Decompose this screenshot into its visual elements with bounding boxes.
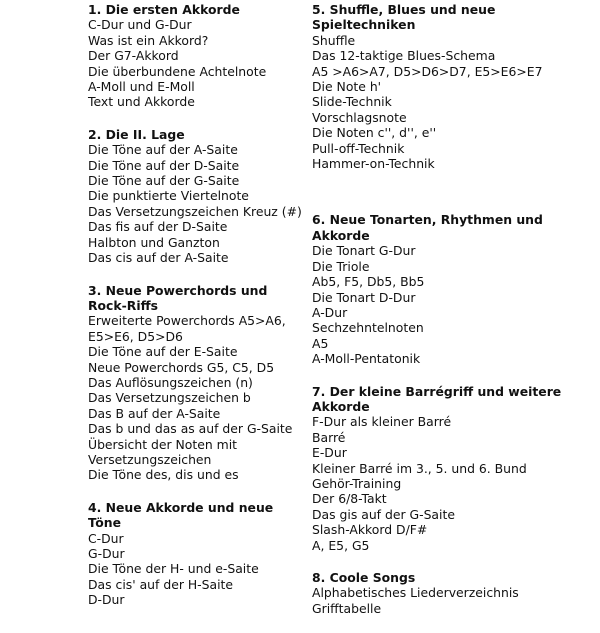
section-heading: 1. Die ersten Akkorde [88, 2, 240, 17]
toc-entry: Das 12-taktige Blues-Schema [312, 48, 496, 64]
toc-entry: Neue Powerchords G5, C5, D5 [88, 359, 275, 375]
toc-entry: Ab5, F5, Db5, Bb5 [312, 274, 425, 290]
toc-entry: Barré [312, 429, 346, 445]
toc-entry: A5 [312, 335, 329, 351]
toc-entry: Die Note h' [312, 79, 382, 95]
toc-entry: Shuffle [312, 32, 356, 48]
toc-left-column [88, 2, 302, 625]
toc-entry: Gehör-Training [312, 475, 402, 491]
toc-entry: Der 6/8-Takt [312, 491, 387, 507]
toc-right-column [312, 2, 598, 633]
toc-entry: Sechzehntelnoten [312, 320, 424, 336]
toc-entry: Die Töne auf der G-Saite [88, 173, 240, 189]
toc-entry: Die Noten c'', d'', e'' [312, 125, 437, 141]
toc-entry: Das B auf der A-Saite [88, 405, 221, 421]
section-item-list [88, 17, 298, 109]
toc-entry: Die Töne auf der E-Saite [88, 344, 238, 360]
toc-entry: F-Dur als kleiner Barré [312, 414, 452, 430]
section-heading: 8. Coole Songs [312, 570, 416, 585]
toc-section [88, 500, 298, 608]
section-heading: 2. Die II. Lage [88, 126, 185, 142]
toc-entry: Slash-Akkord D/F# [312, 522, 428, 538]
toc-entry: Slide-Technik [312, 94, 392, 110]
section-heading: 5. Shuffle, Blues und neue Spieltechniken [312, 2, 496, 33]
toc-entry: E5>E6, D5>D6 [88, 328, 183, 344]
section-item-list [312, 33, 598, 172]
section-item-list [312, 414, 598, 553]
toc-entry: D-Dur [88, 592, 125, 608]
toc-entry: G-Dur [88, 546, 125, 561]
toc-section [312, 384, 598, 553]
toc-section [88, 126, 302, 266]
toc-entry: Das cis auf der A-Saite [88, 250, 229, 266]
toc-entry: C-Dur [88, 530, 124, 546]
toc-section [88, 283, 298, 483]
toc-entry: Die Töne des, dis und es [88, 467, 239, 483]
toc-entry: C-Dur und G-Dur [88, 17, 192, 33]
toc-entry: Übersicht der Noten mit [88, 436, 238, 452]
toc-entry: Was ist ein Akkord? [88, 32, 209, 48]
toc-entry: Die überbundene Achtelnote [88, 63, 267, 79]
section-item-list [88, 142, 302, 266]
toc-entry: Die Tonart D-Dur [312, 289, 416, 305]
toc-entry: Erweiterte Powerchords A5>A6, [88, 313, 286, 329]
toc-entry: Das b und das as auf der G-Saite [88, 421, 293, 437]
toc-entry: A5 >A6>A7, D5>D6>D7, E5>E6>E7 [312, 63, 543, 79]
toc-entry: Das Versetzungszeichen Kreuz (#) [88, 203, 302, 219]
toc-section [312, 2, 598, 171]
toc-entry: Halbton und Ganzton [88, 234, 220, 250]
toc-entry: Pull-off-Technik [312, 140, 405, 156]
toc-entry: E-Dur [312, 445, 347, 461]
toc-entry: Der G7-Akkord [88, 48, 179, 64]
toc-entry: Text und Akkorde [88, 94, 195, 110]
toc-entry: Das Versetzungszeichen b [88, 390, 251, 406]
toc-section [312, 570, 598, 616]
section-item-list [312, 585, 598, 616]
toc-entry: Die Töne der H- und e-Saite [88, 561, 259, 577]
section-heading: 3. Neue Powerchords und Rock-Riffs [88, 282, 268, 313]
section-heading: 4. Neue Akkorde und neue Töne [88, 499, 274, 531]
section-item-list [312, 243, 598, 366]
section-heading: 6. Neue Tonarten, Rhythmen und Akkorde [312, 212, 543, 243]
toc-entry: Die Töne auf der A-Saite [88, 142, 238, 158]
toc-entry: A-Moll und E-Moll [88, 79, 195, 95]
toc-entry: Versetzungszeichen [88, 451, 212, 467]
toc-entry: Das gis auf der G-Saite [312, 506, 455, 522]
section-item-list [88, 313, 298, 482]
toc-entry: Die Tonart G-Dur [312, 243, 416, 259]
toc-entry: Das cis' auf der H-Saite [88, 576, 234, 592]
toc-entry: A-Dur [312, 304, 348, 320]
toc-entry: A-Moll-Pentatonik [312, 351, 421, 367]
toc-entry: Das Auflösungszeichen (n) [88, 374, 253, 390]
toc-entry: Kleiner Barré im 3., 5. und 6. Bund [312, 460, 527, 476]
toc-section [88, 2, 298, 110]
toc-entry: Vorschlagsnote [312, 109, 407, 125]
toc-section [312, 212, 598, 366]
toc-entry: Hammer-on-Technik [312, 156, 435, 172]
toc-entry: Grifftabelle [312, 600, 382, 616]
toc-entry: Das fis auf der D-Saite [88, 219, 228, 235]
toc-entry: Alphabetisches Liederverzeichnis [312, 585, 519, 601]
section-heading: 7. Der kleine Barrégriff und weitere Akkorde [312, 383, 562, 414]
toc-entry: Die Töne auf der D-Saite [88, 157, 240, 173]
toc-entry: A, E5, G5 [312, 537, 370, 553]
toc-entry: Die punktierte Viertelnote [88, 188, 249, 204]
section-item-list [88, 531, 298, 608]
toc-entry: Die Triole [312, 258, 370, 274]
